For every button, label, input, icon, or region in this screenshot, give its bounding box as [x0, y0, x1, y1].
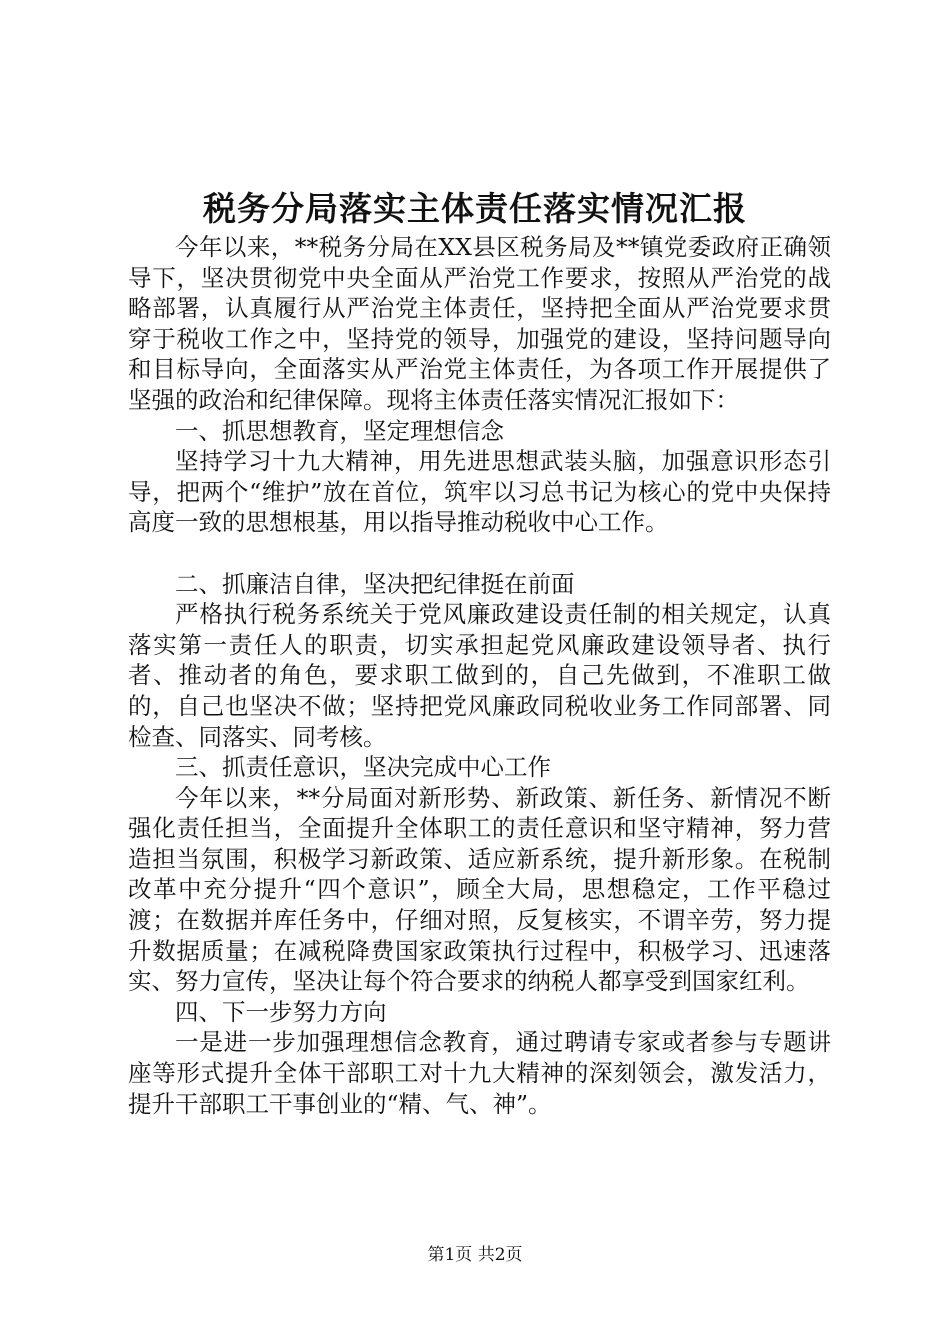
section-paragraph-4: 一是进一步加强理想信念教育，通过聘请专家或者参与专题讲座等形式提升全体干部职工对十九大精神的深刻领会，激发活力，提升干部职工干事创业的“精、气、神”。	[128, 1028, 831, 1118]
page-footer: 第1页 共2页	[427, 1245, 523, 1265]
section-heading-3: 三、抓责任意识，坚决完成中心工作	[175, 753, 551, 782]
intro-paragraph: 今年以来，**税务分局在XX县区税务局及**镇党委政府正确领导下，坚决贯彻党中央全面从严治党工作要求，按照从严治党的战略部署，认真履行从严治党主体责任，坚持把全面从严治党要求贯穿于税收工作之中，坚持党的领导，加强党的建设，坚持问题导向和目标导向，全面落实从严治党主体责任，为各项工作开展提供了坚强的政治和纪律保障。现将主体责任落实情况汇报如下：	[128, 233, 831, 414]
section-heading-2: 二、抓廉洁自律，坚决把纪律挺在前面	[175, 569, 575, 598]
section-paragraph-1: 坚持学习十九大精神，用先进思想武装头脑，加强意识形态引导，把两个“维护”放在首位，筑牢以习总书记为核心的党中央保持高度一致的思想根基，用以指导推动税收中心工作。	[128, 447, 831, 537]
section-heading-1: 一、抓思想教育，坚定理想信念	[175, 416, 504, 445]
section-heading-4: 四、下一步努力方向	[175, 997, 387, 1026]
document-title: 税务分局落实主体责任落实情况汇报	[203, 189, 747, 228]
document-body	[128, 232, 831, 1119]
section-paragraph-3: 今年以来，**分局面对新形势、新政策、新任务、新情况不断强化责任担当，全面提升全体职工的责任意识和坚守精神，努力营造担当氛围，积极学习新政策、适应新系统，提升新形象。在税制改革中充分提升“四个意识”，顾全大局，思想稳定，工作平稳过渡；在数据并库任务中，仔细对照，反复核实，不谓辛劳，努力提升数据质量；在减税降费国家政策执行过程中，积极学习、迅速落实、努力宣传，坚决让每个符合要求的纳税人都享受到国家红利。	[128, 783, 831, 996]
blank-line	[128, 538, 831, 569]
section-paragraph-2: 严格执行税务系统关于党风廉政建设责任制的相关规定，认真落实第一责任人的职责，切实承担起党风廉政建设领导者、执行者、推动者的角色，要求职工做到的，自己先做到，不准职工做的，自己也坚决不做；坚持把党风廉政同税收业务工作同部署、同检查、同落实、同考核。	[128, 600, 831, 751]
